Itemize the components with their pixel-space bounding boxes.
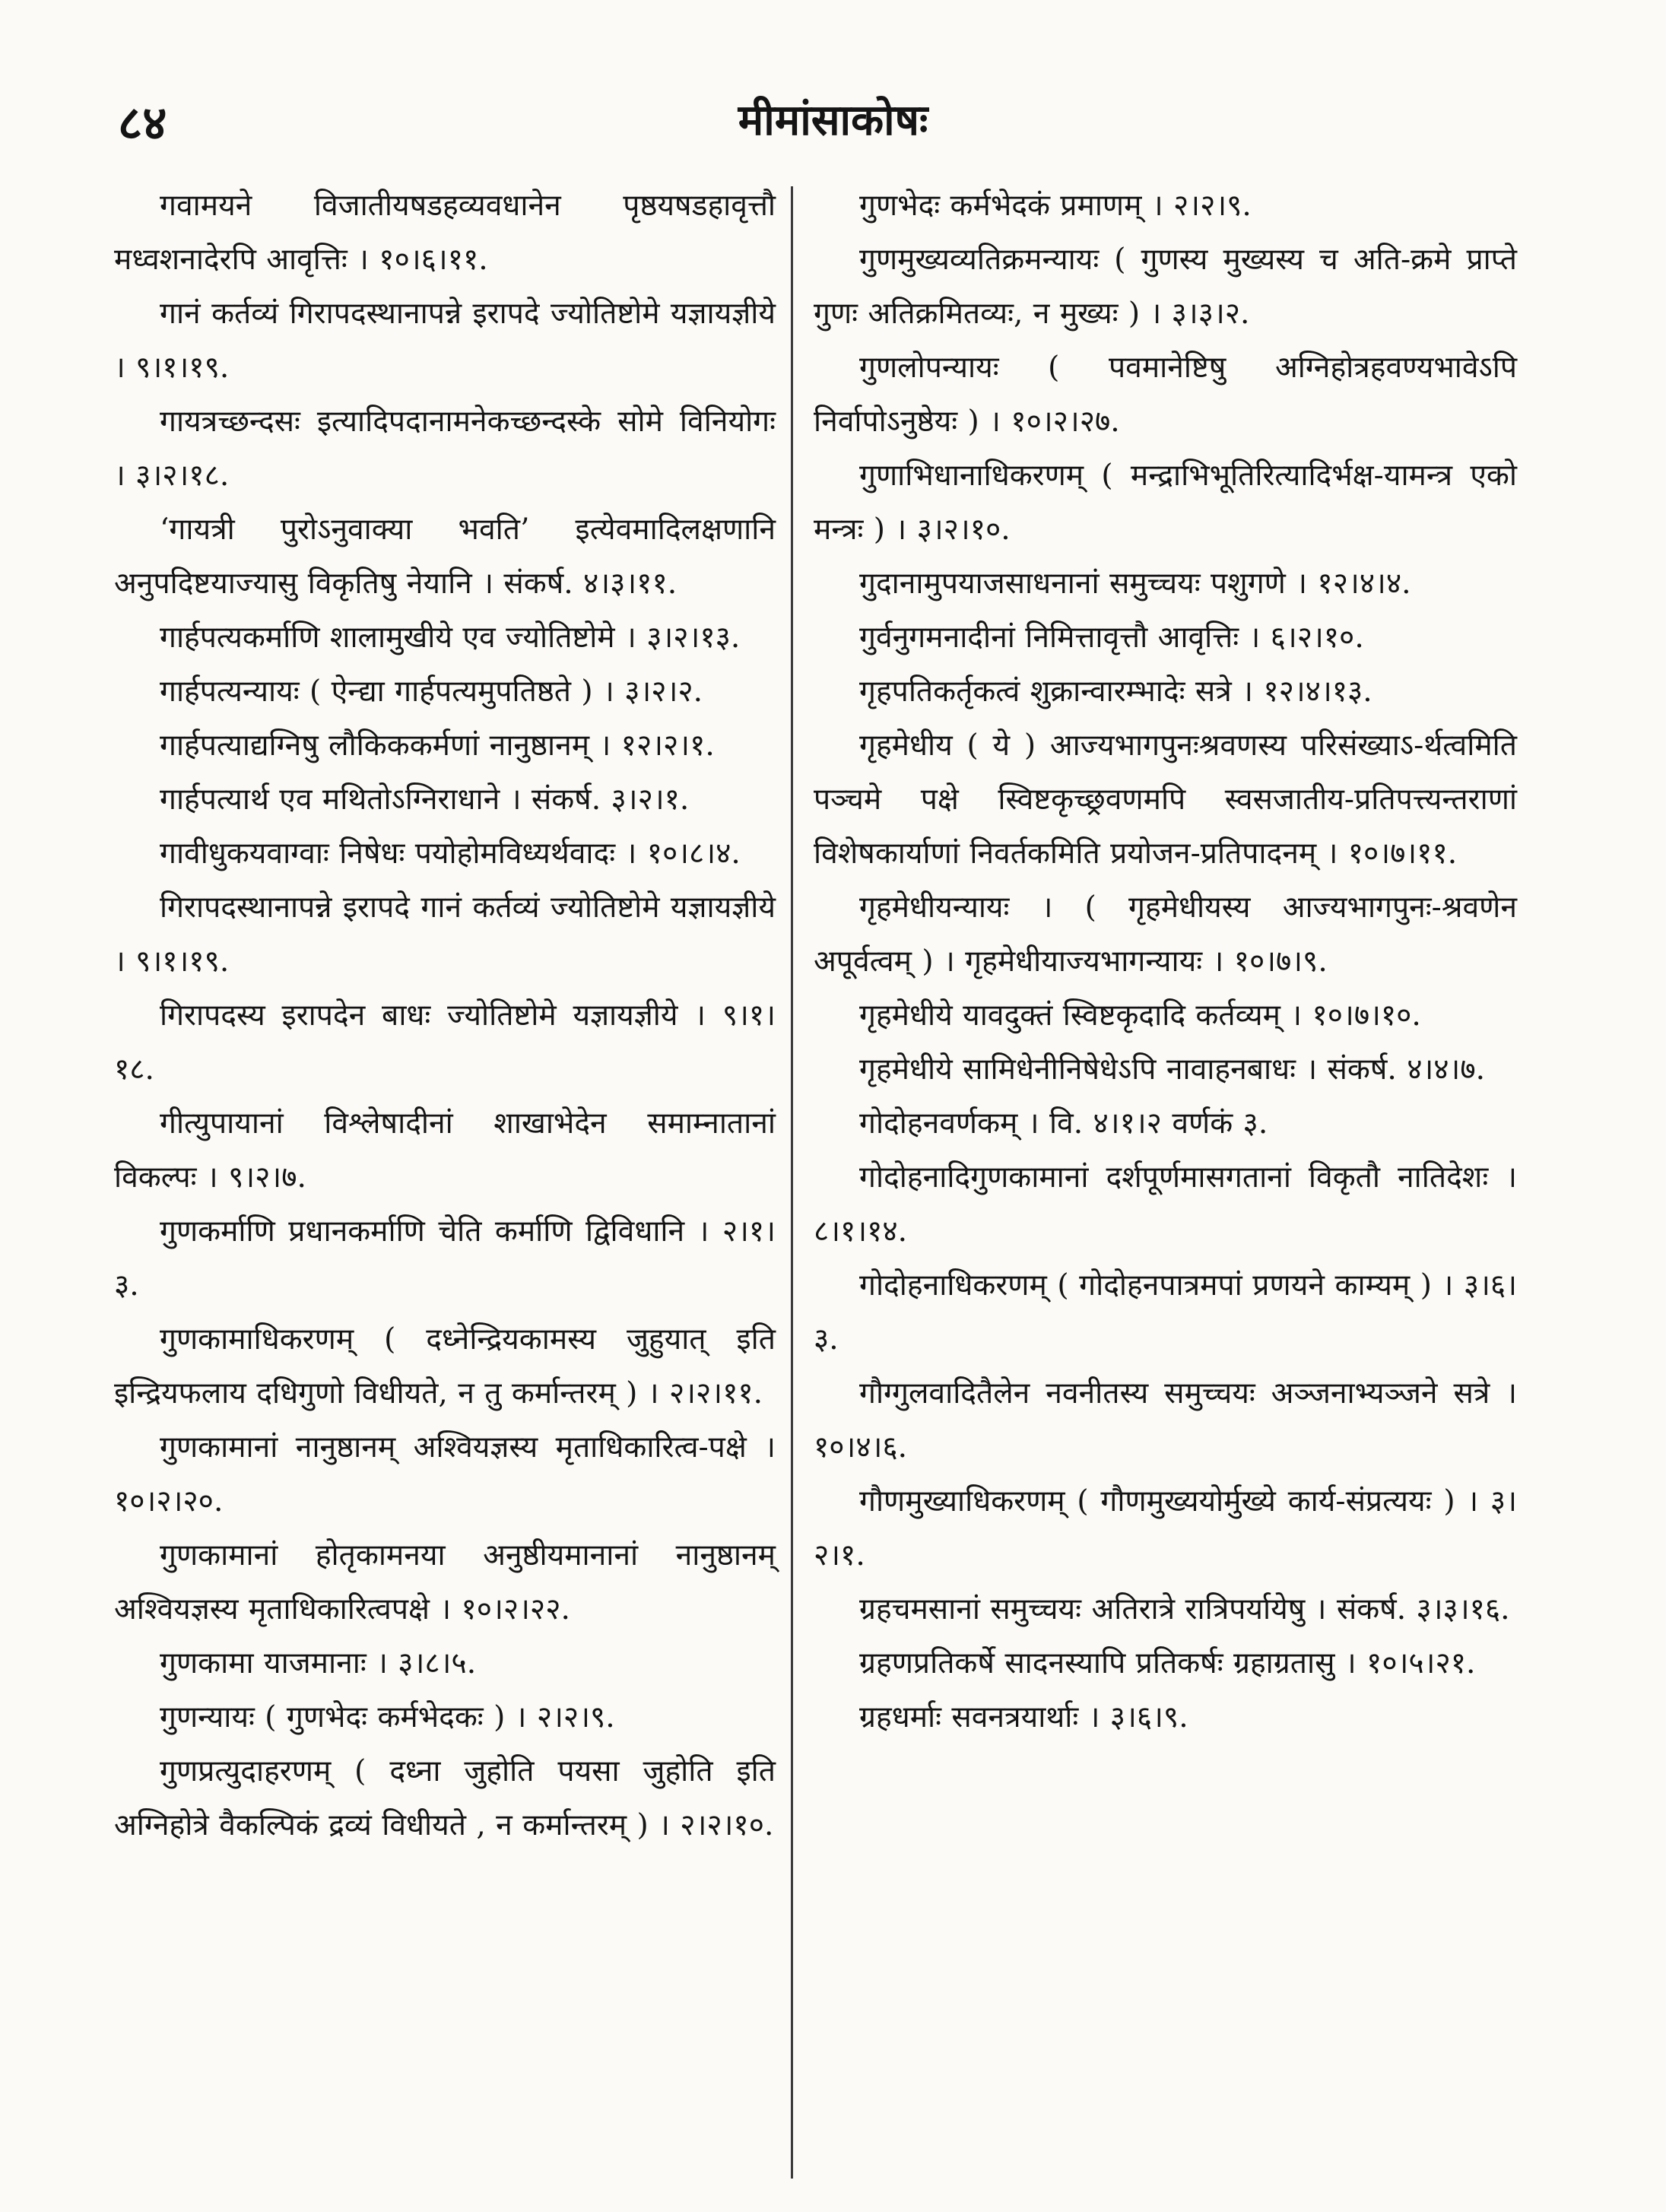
index-entry: गीत्युपायानां विश्लेषादीनां शाखाभेदेन समाम्नातानां विकल्पः । ९।२।७. bbox=[114, 1106, 776, 1195]
index-entry: गौग्गुलवादितैलेन नवनीतस्य समुच्चयः अञ्जनाभ्यञ्जने सत्रे । १०।४।६. bbox=[814, 1376, 1517, 1465]
index-entry: ग्रहणप्रतिकर्षे सादनस्यापि प्रतिकर्षः ग्रहाग्रतासु । १०।५।२१. bbox=[859, 1646, 1476, 1680]
right-column bbox=[814, 179, 1517, 1744]
index-entry: गृहमेधीय ( ये ) आज्यभागपुनःश्रवणस्य परिसंख्याऽ-र्थत्वमिति पञ्चमे पक्षे स्विष्टकृच्छ्रवणमपि स्वसजातीय-प्रतिपत्त्यन्तराणां विशेषकार्याणां निवर्तकमिति प्रयोजन-प्रतिपादनम् । १०।७।११. bbox=[814, 728, 1517, 871]
index-entry: गावीधुकयवाग्वाः निषेधः पयोहोमविध्यर्थवादः । १०।८।४. bbox=[160, 836, 741, 871]
index-entry: ग्रहधर्माः सवनत्रयार्थाः । ३।६।९. bbox=[859, 1700, 1188, 1734]
index-entry: गुणकामानां नानुष्ठानम् अश्वियज्ञस्य मृताधिकारित्व-पक्षे । १०।२।२०. bbox=[114, 1430, 776, 1519]
index-entry: ‘गायत्री पुरोऽनुवाक्या भवति’ इत्येवमादिलक्षणानि अनुपदिष्टयाज्यासु विकृतिषु नेयानि । संकर्ष. ४।३।११. bbox=[114, 513, 776, 601]
index-entry: ग्रहचमसानां समुच्चयः अतिरात्रे रात्रिपर्यायेषु । संकर्ष. ३।३।१६. bbox=[859, 1592, 1510, 1626]
index-entry: गायत्रच्छन्दसः इत्यादिपदानामनेकच्छन्दस्के सोमे विनियोगः । ३।२।१८. bbox=[114, 405, 776, 493]
index-entry: गुणलोपन्यायः ( पवमानेष्टिषु अग्निहोत्रहवण्यभावेऽपि निर्वापोऽनुष्ठेयः ) । १०।२।२७. bbox=[814, 351, 1517, 439]
index-entry: गार्हपत्याद्यग्निषु लौकिककर्मणां नानुष्ठानम् । १२।२।१. bbox=[160, 728, 715, 763]
index-entry: गृहमेधीये सामिधेनीनिषेधेऽपि नावाहनबाधः । संकर्ष. ४।४।७. bbox=[859, 1052, 1485, 1087]
index-entry: गार्हपत्यार्थ एव मथितोऽग्निराधाने । संकर्ष. ३।२।१. bbox=[160, 782, 690, 817]
index-entry: गुणप्रत्युदाहरणम् ( दध्ना जुहोति पयसा जुहोति इति अग्निहोत्रे वैकल्पिकं द्रव्यं विधीयते , न कर्मान्तरम् ) । २।२।१०. bbox=[114, 1754, 776, 1842]
index-entry: गुदानामुपयाजसाधनानां समुच्चयः पशुगणे । १२।४।४. bbox=[859, 566, 1411, 601]
index-entry: गवामयने विजातीयषडहव्यवधानेन पृष्ठयषडहावृत्तौ मध्वशनादेरपि आवृत्तिः । १०।६।११. bbox=[114, 189, 776, 277]
index-entry: गृहमेधीये यावदुक्तं स्विष्टकृदादि कर्तव्यम् । १०।७।१०. bbox=[859, 998, 1421, 1033]
index-entry: गानं कर्तव्यं गिरापदस्थानापन्ने इरापदे ज्योतिष्टोमे यज्ञायज्ञीये । ९।१।१९. bbox=[114, 297, 776, 385]
index-entry: गुणकामाधिकरणम् ( दध्नेन्द्रियकामस्य जुहुयात् इति इन्द्रियफलाय दधिगुणो विधीयते, न तु कर्मान्तरम् ) । २।२।११. bbox=[114, 1322, 776, 1411]
column-divider bbox=[791, 186, 793, 2179]
index-entry: गुणकामानां होतृकामनया अनुष्ठीयमानानां नानुष्ठानम् अश्वियज्ञस्य मृताधिकारित्वपक्षे । १०।२।२२. bbox=[114, 1538, 776, 1626]
index-entry: गौणमुख्याधिकरणम् ( गौणमुख्ययोर्मुख्ये कार्य-संप्रत्ययः ) । ३।२।१. bbox=[814, 1484, 1517, 1573]
index-entry: गृहमेधीयन्यायः । ( गृहमेधीयस्य आज्यभागपुनः-श्रवणेन अपूर्वत्वम् ) । गृहमेधीयाज्यभागन्यायः । १०।७।९. bbox=[814, 890, 1517, 979]
page-title: मीमांसाकोषः bbox=[738, 95, 928, 145]
index-entry: गुणमुख्यव्यतिक्रमन्यायः ( गुणस्य मुख्यस्य च अति-क्रमे प्राप्ते गुणः अतिक्रमितव्यः, न मुख्यः ) । ३।३।२. bbox=[814, 243, 1517, 331]
index-entry: गुणभेदः कर्मभेदकं प्रमाणम् । २।२।९. bbox=[859, 189, 1252, 223]
index-entry: गिरापदस्थानापन्ने इरापदे गानं कर्तव्यं ज्योतिष्टोमे यज्ञायज्ञीये । ९।१।१९. bbox=[114, 890, 776, 979]
page-number: ८४ bbox=[118, 95, 167, 151]
index-entry: गोदोहनाधिकरणम् ( गोदोहनपात्रमपां प्रणयने काम्यम् ) । ३।६।३. bbox=[814, 1268, 1517, 1357]
index-entry: गृहपतिकर्तृकत्वं शुक्रान्वारम्भादेः सत्रे । १२।४।१३. bbox=[859, 674, 1372, 709]
index-entry: गिरापदस्य इरापदेन बाधः ज्योतिष्टोमे यज्ञायज्ञीये । ९।१।१८. bbox=[114, 998, 776, 1087]
index-entry: गार्हपत्यकर्माणि शालामुखीये एव ज्योतिष्टोमे । ३।२।१३. bbox=[160, 620, 741, 655]
index-entry: गुर्वनुगमनादीनां निमित्तावृत्तौ आवृत्तिः । ६।२।१०. bbox=[859, 620, 1364, 655]
index-entry: गोदोहनादिगुणकामानां दर्शपूर्णमासगतानां विकृतौ नातिदेशः । ८।१।१४. bbox=[814, 1160, 1517, 1249]
index-entry: गुणन्यायः ( गुणभेदः कर्मभेदकः ) । २।२।९. bbox=[160, 1700, 615, 1734]
index-entry: गोदोहनवर्णकम् । वि. ४।१।२ वर्णकं ३. bbox=[859, 1106, 1268, 1141]
index-entry: गुणाभिधानाधिकरणम् ( मन्द्राभिभूतिरित्यादिर्भक्ष-यामन्त्र एको मन्त्रः ) । ३।२।१०. bbox=[814, 459, 1517, 547]
index-entry: गुणकर्माणि प्रधानकर्माणि चेति कर्माणि द्विविधानि । २।१।३. bbox=[114, 1214, 776, 1303]
index-entry: गुणकामा याजमानाः । ३।८।५. bbox=[160, 1646, 477, 1680]
index-entry: गार्हपत्यन्यायः ( ऐन्द्या गार्हपत्यमुपतिष्ठते ) । ३।२।२. bbox=[160, 674, 703, 709]
left-column bbox=[114, 179, 776, 1852]
